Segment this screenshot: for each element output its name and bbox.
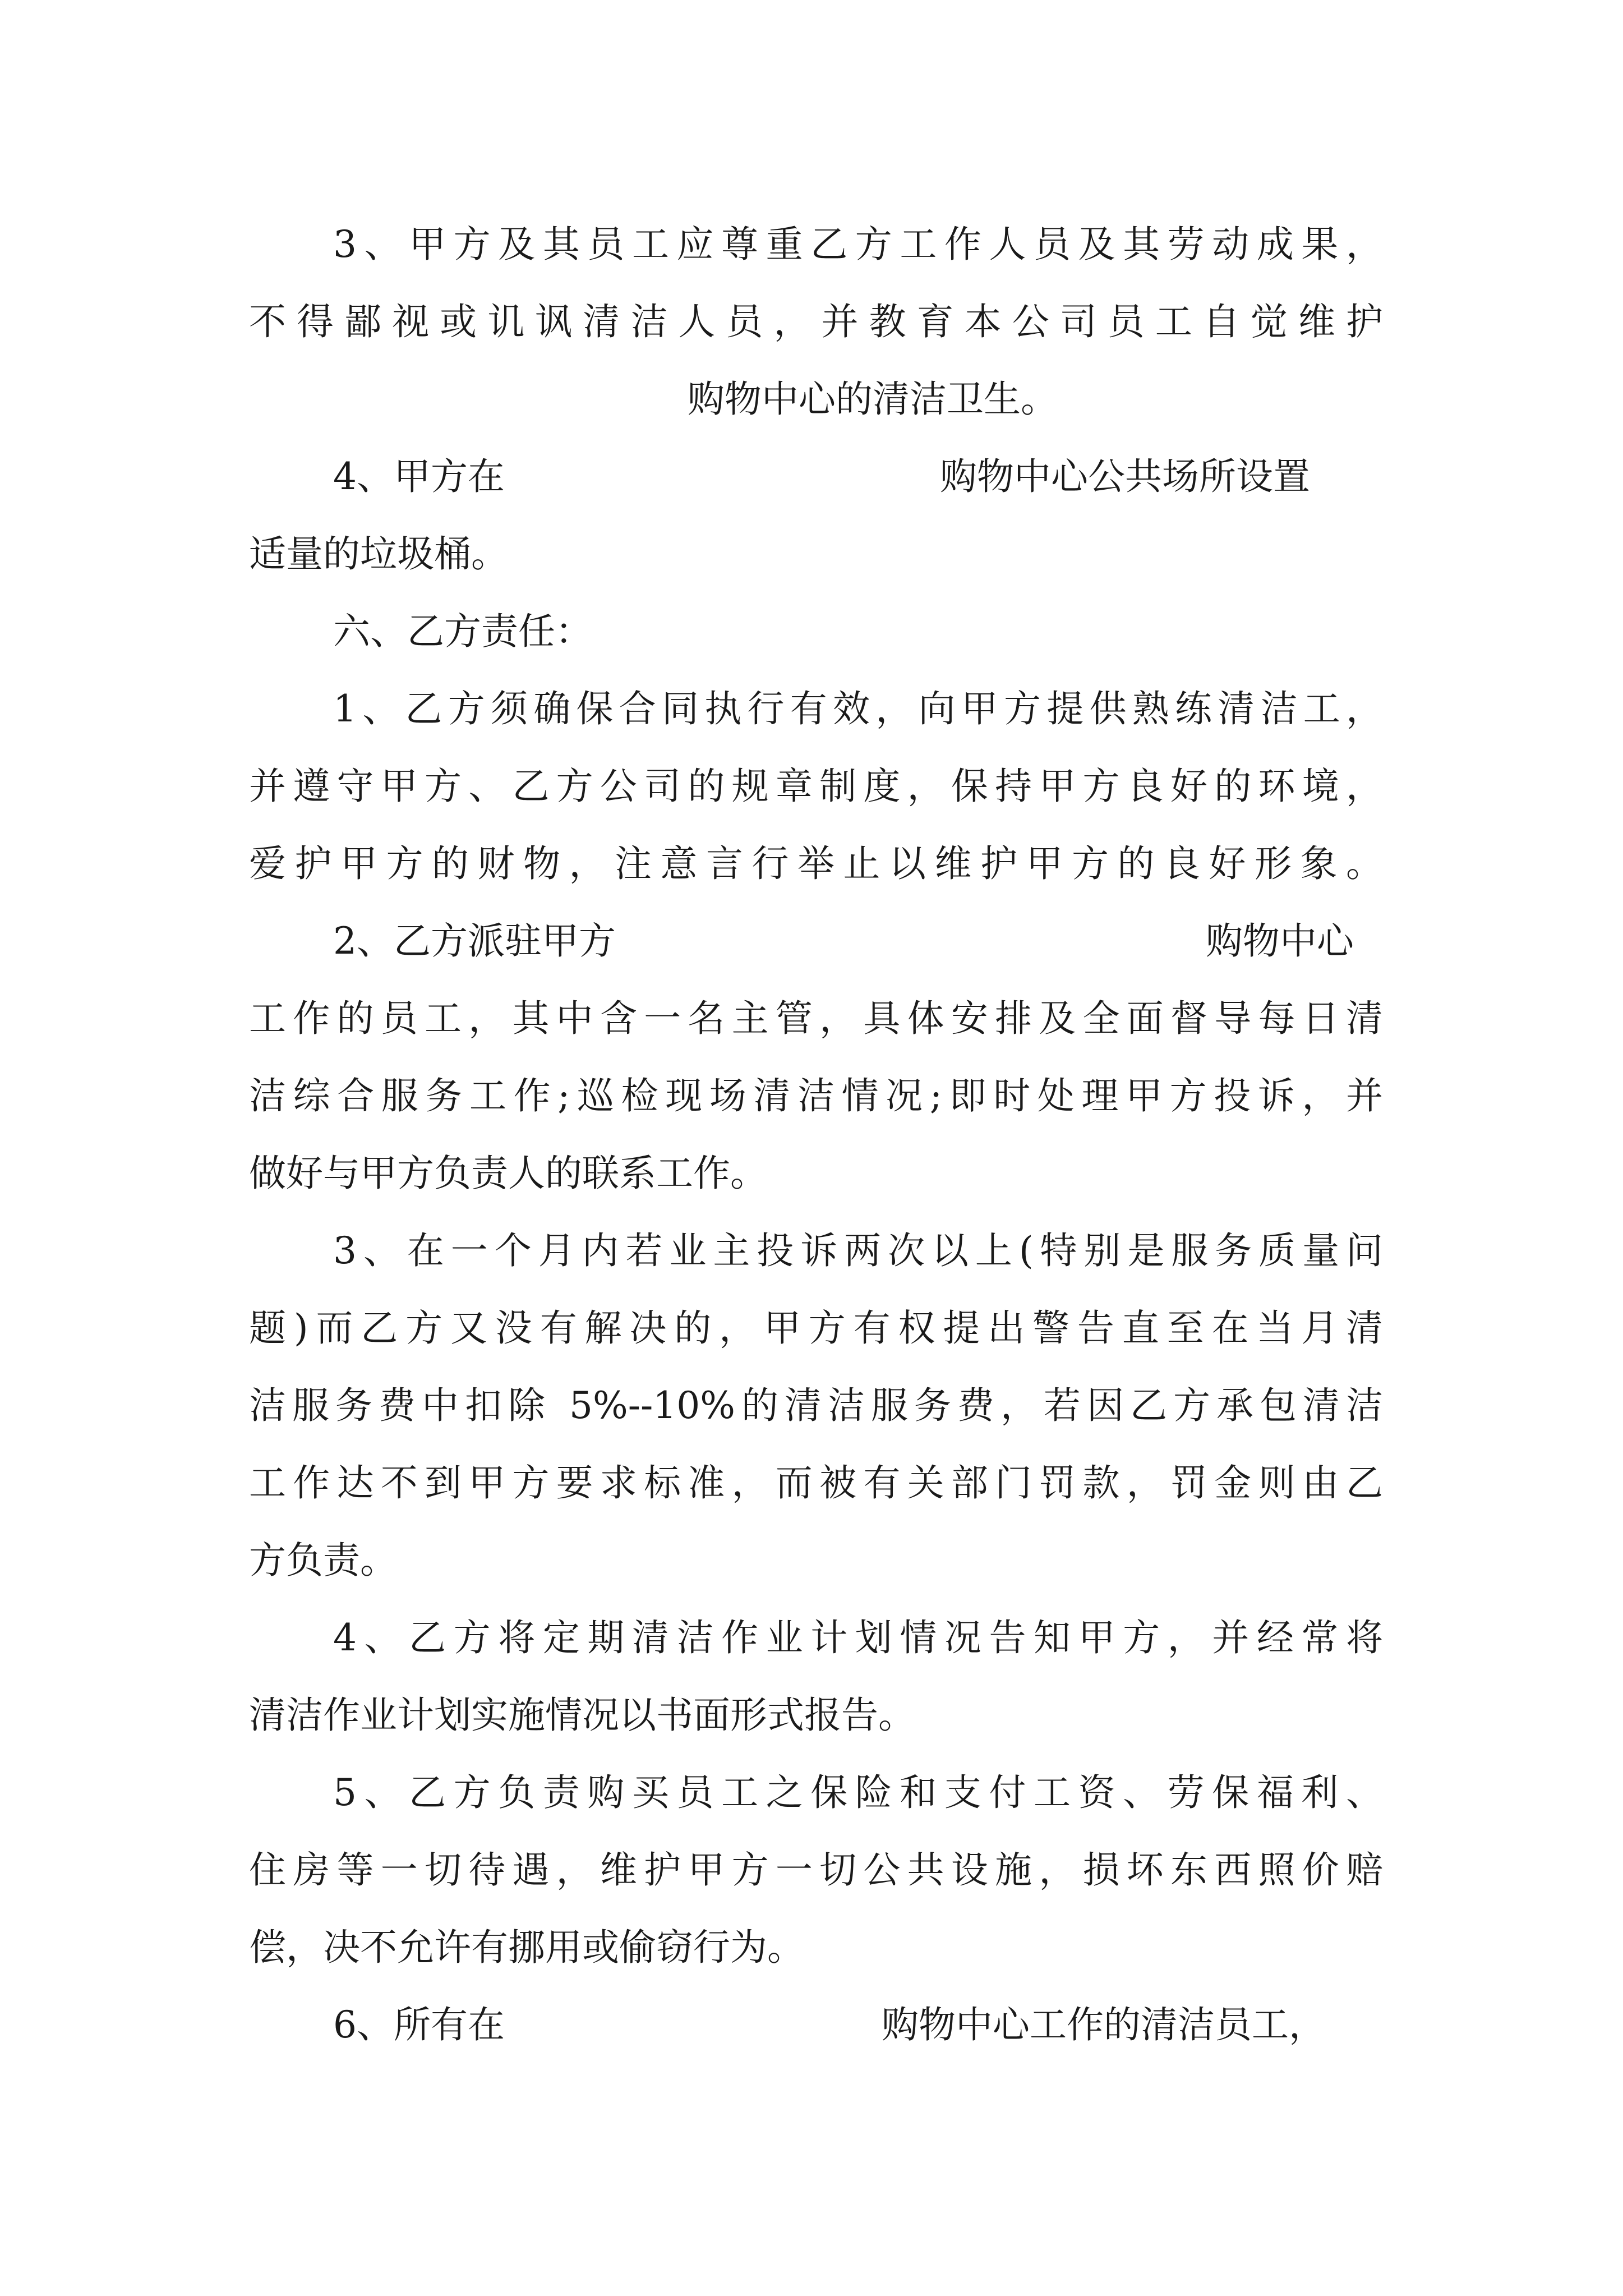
paragraph-line: 爱护甲方的财物，注意言行举止以维护甲方的良好形象。: [249, 842, 1383, 885]
paragraph-line: 4、乙方将定期清洁作业计划情况告知甲方，并经常将: [333, 1616, 1383, 1659]
paragraph-line: 3、在一个月内若业主投诉两次以上(特别是服务质量问: [333, 1229, 1383, 1272]
paragraph-line: 适量的垃圾桶。: [249, 532, 508, 576]
paragraph-line: 5、乙方负责购买员工之保险和支付工资、劳保福利、: [333, 1771, 1383, 1814]
paragraph-line: 2、乙方派驻甲方: [333, 919, 616, 963]
paragraph-line: 洁综合服务工作;巡检现场清洁情况;即时处理甲方投诉，并: [249, 1074, 1383, 1117]
paragraph-line: 并遵守甲方、乙方公司的规章制度，保持甲方良好的环境，: [249, 765, 1383, 808]
section-heading: 六、乙方责任：: [333, 610, 592, 653]
paragraph-line: 购物中心公共场所设置: [940, 455, 1310, 498]
paragraph-line: 偿，决不允许有挪用或偷窃行为。: [249, 1926, 804, 1969]
paragraph-line: 工作的员工，其中含一名主管，具体安排及全面督导每日清: [249, 997, 1383, 1040]
paragraph-line: 工作达不到甲方要求标准，而被有关部门罚款，罚金则由乙: [249, 1461, 1383, 1504]
paragraph-line: 购物中心: [1206, 919, 1354, 963]
paragraph-line: 购物中心工作的清洁员工，: [882, 2003, 1326, 2046]
paragraph-line: 住房等一切待遇，维护甲方一切公共设施，损坏东西照价赔: [249, 1848, 1383, 1892]
paragraph-line: 购物中心的清洁卫生。: [688, 378, 1058, 421]
paragraph-line: 6、所有在: [333, 2003, 505, 2046]
paragraph-line: 不得鄙视或讥讽清洁人员，并教育本公司员工自觉维护: [249, 300, 1383, 343]
paragraph-line: 4、甲方在: [333, 455, 505, 498]
paragraph-line: 1、乙方须确保合同执行有效，向甲方提供熟练清洁工，: [333, 687, 1383, 730]
paragraph-line: 题)而乙方又没有解决的，甲方有权提出警告直至在当月清: [249, 1306, 1383, 1350]
paragraph-line: 方负责。: [249, 1539, 397, 1582]
paragraph-line: 洁服务费中扣除 5%--10%的清洁服务费，若因乙方承包清洁: [249, 1384, 1383, 1427]
paragraph-line: 3、甲方及其员工应尊重乙方工作人员及其劳动成果，: [333, 223, 1383, 266]
paragraph-line: 清洁作业计划实施情况以书面形式报告。: [249, 1694, 915, 1737]
paragraph-line: 做好与甲方负责人的联系工作。: [249, 1152, 767, 1195]
